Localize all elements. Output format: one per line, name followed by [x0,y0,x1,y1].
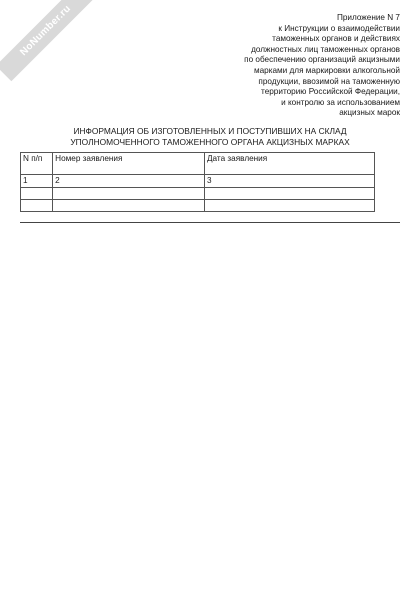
table-cell [21,199,53,211]
column-number: 1 [21,175,53,188]
appendix-line: по обеспечению организаций акцизными [244,55,400,65]
title-line: ИНФОРМАЦИЯ ОБ ИЗГОТОВЛЕННЫХ И ПОСТУПИВШИХ НА СКЛАД [73,126,347,136]
appendix-line: продукции, ввозимой на таможенную [258,76,400,86]
markings-table [20,152,375,212]
table-row [21,199,375,211]
header-application-number: Номер заявления [53,153,205,175]
appendix-reference [200,13,400,119]
appendix-line: Приложение N 7 [336,13,400,22]
table-cell [205,199,375,211]
appendix-line: и контролю за использованием [281,97,400,107]
table-header-row [21,153,375,175]
appendix-line: акцизных марок [339,108,400,118]
header-number: N п/п [21,153,53,175]
appendix-line: территорию Российской Федерации, [261,87,400,97]
watermark-logo: NoNumber.ru [0,0,96,81]
appendix-line: марками для маркировки алкогольной [254,65,400,75]
column-number: 3 [205,175,375,188]
table-cell [53,199,205,211]
column-number: 2 [53,175,205,188]
table-cell [205,187,375,199]
appendix-line: к Инструкции о взаимодействии [278,23,400,33]
document-title [20,126,400,147]
appendix-line: должностных лиц таможенных органов [251,44,400,54]
appendix-line: таможенных органов и действиях [272,34,400,44]
title-line: УПОЛНОМОЧЕННОГО ТАМОЖЕННОГО ОРГАНА АКЦИЗНЫХ МАРКАХ [70,136,350,147]
table-cell [21,187,53,199]
column-number-row [21,175,375,188]
header-application-date: Дата заявления [205,153,375,175]
table-row [21,187,375,199]
table-cell [53,187,205,199]
divider-line [20,222,400,223]
